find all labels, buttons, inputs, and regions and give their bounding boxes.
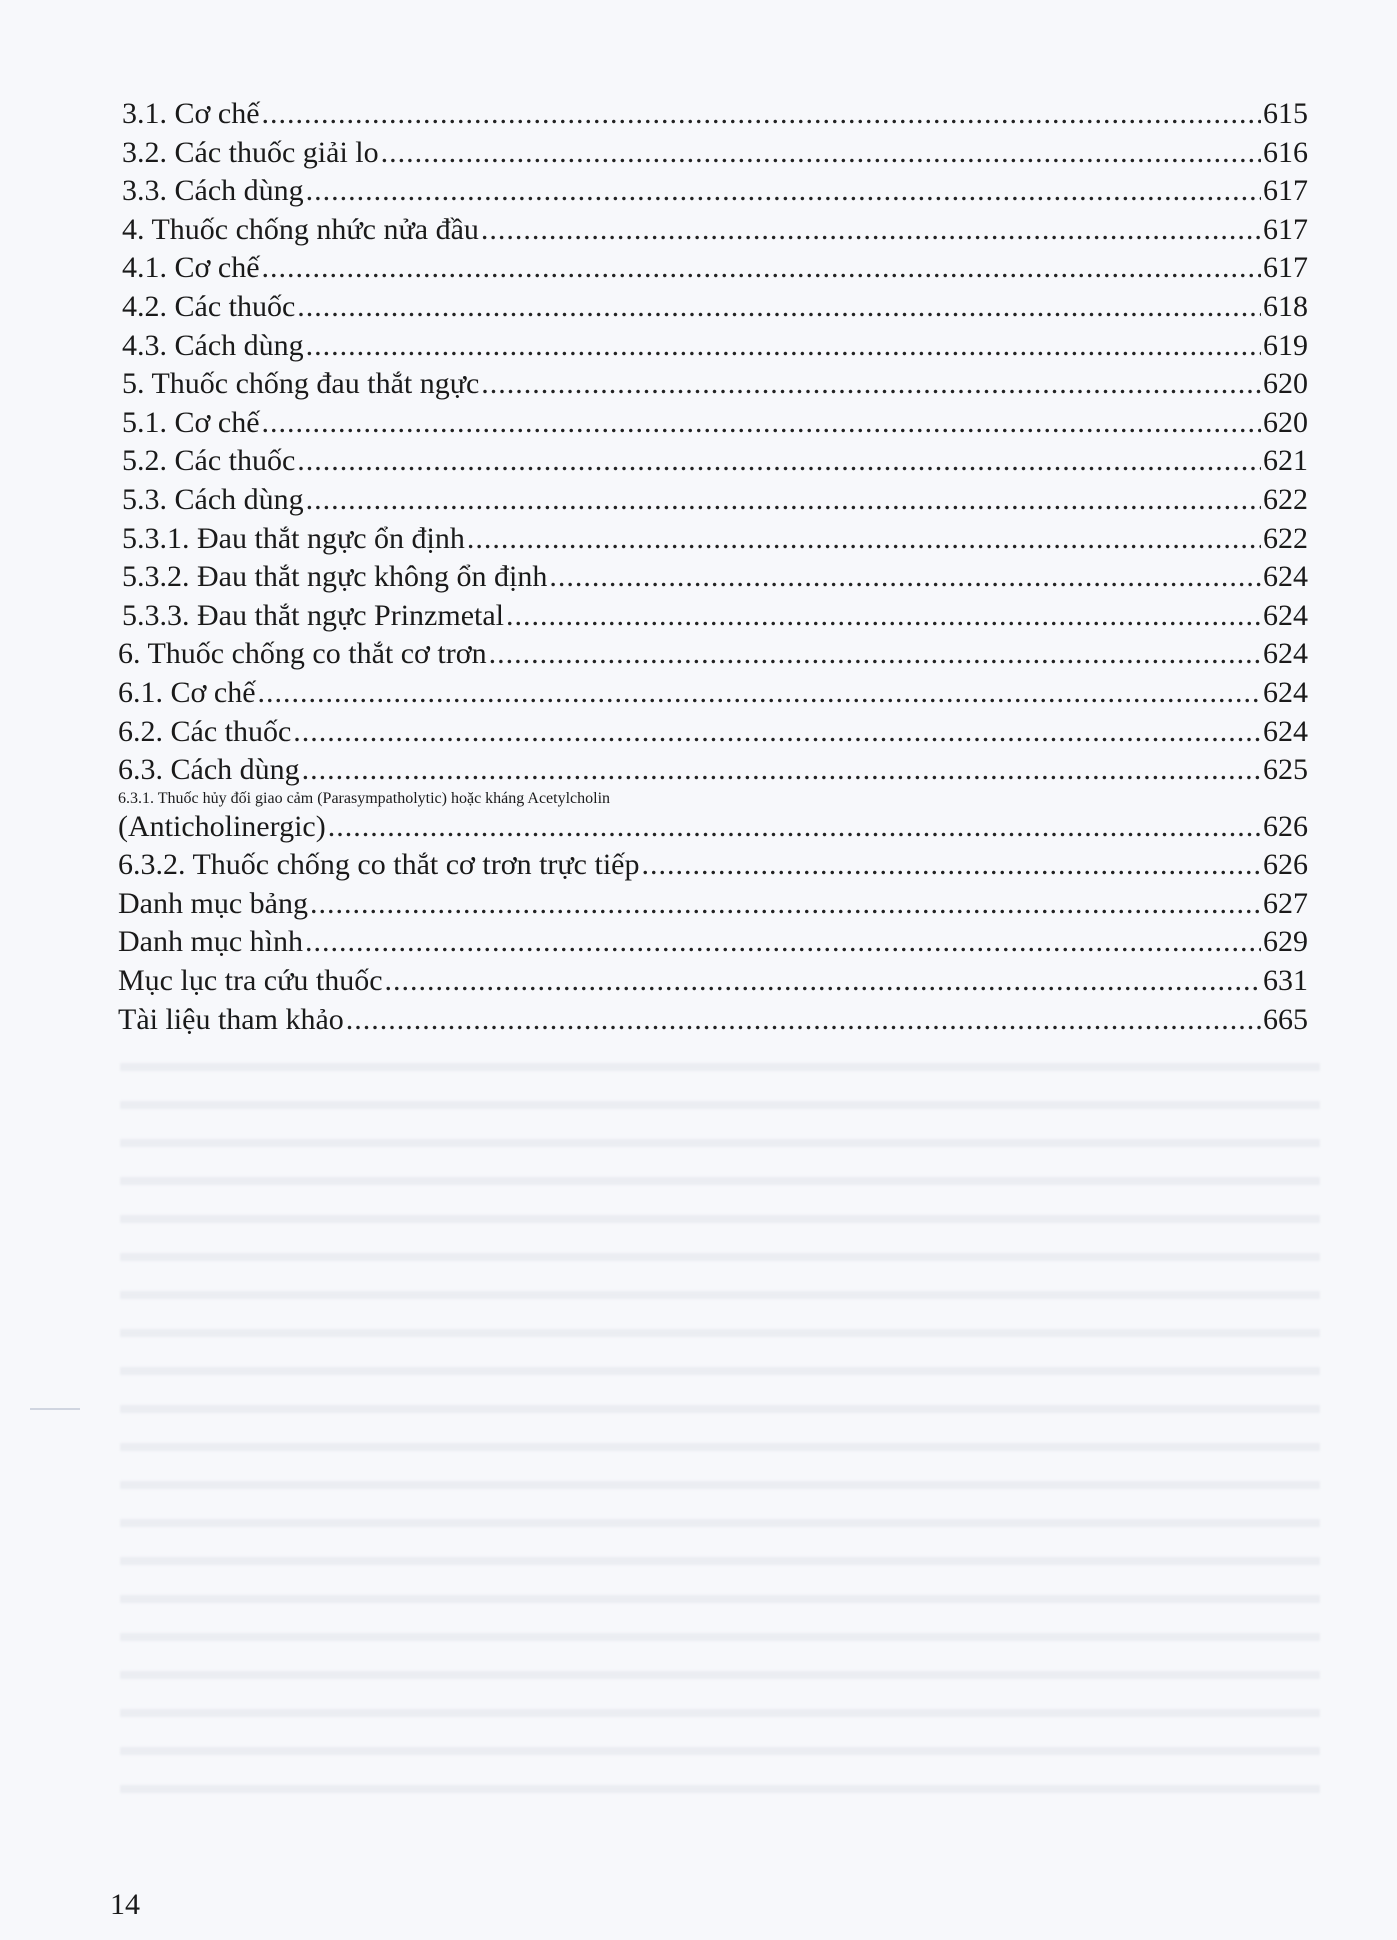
toc-entry-page: 624 <box>1263 637 1308 671</box>
toc-leader-dots <box>346 1001 1261 1040</box>
scan-edge-mark <box>30 1408 80 1410</box>
toc-entry-page: 626 <box>1263 809 1308 843</box>
toc-leader-dots <box>385 962 1261 1001</box>
toc-entry-page: 617 <box>1263 174 1308 208</box>
toc-entry-label: Danh mục bảng <box>118 886 308 920</box>
toc-leader-dots <box>293 713 1261 752</box>
toc-entry-label: 5.3.2. Đau thắt ngực không ổn định <box>122 560 548 594</box>
toc-entry-label: Danh mục hình <box>118 925 303 959</box>
toc-entry-page: 631 <box>1263 964 1308 998</box>
page-number: 14 <box>110 1888 140 1921</box>
toc-entry-page: 616 <box>1263 135 1308 169</box>
toc-entry-page: 624 <box>1263 560 1308 594</box>
toc-entry-page: 629 <box>1263 925 1308 959</box>
table-of-contents <box>118 95 1308 1039</box>
toc-entry-label: 4.1. Cơ chế <box>122 251 260 285</box>
toc-leader-dots <box>297 442 1261 481</box>
toc-entry-page: 624 <box>1263 675 1308 709</box>
toc-entry[interactable] <box>118 520 1308 559</box>
toc-leader-dots <box>481 211 1261 250</box>
toc-leader-dots <box>305 923 1261 962</box>
toc-entry-label: Mục lục tra cứu thuốc <box>118 964 383 998</box>
toc-leader-dots <box>381 134 1261 173</box>
toc-entry[interactable] <box>118 751 1308 790</box>
toc-leader-dots <box>262 95 1261 134</box>
toc-leader-dots <box>467 520 1261 559</box>
toc-leader-dots <box>262 249 1261 288</box>
toc-leader-dots <box>481 365 1261 404</box>
toc-entry-page: 617 <box>1263 251 1308 285</box>
toc-entry[interactable] <box>118 365 1308 404</box>
toc-entry-label: 3.1. Cơ chế <box>122 97 260 130</box>
toc-entry[interactable] <box>118 211 1308 250</box>
toc-entry-label: 4.2. Các thuốc <box>122 289 296 323</box>
toc-entry-page: 622 <box>1263 521 1308 555</box>
toc-entry-label: 6.2. Các thuốc <box>118 714 292 748</box>
toc-leader-dots <box>262 404 1261 443</box>
toc-entry-label: 4.3. Cách dùng <box>122 328 304 362</box>
toc-entry-label: 6. Thuốc chống co thắt cơ trơn <box>118 637 487 671</box>
toc-entry-label: 5. Thuốc chống đau thắt ngực <box>122 367 480 401</box>
toc-leader-dots <box>297 288 1261 327</box>
toc-leader-dots <box>302 751 1261 790</box>
toc-entry-multiline[interactable] <box>118 790 1308 847</box>
toc-entry-label: 6.3.2. Thuốc chống co thắt cơ trơn trực tiếp <box>118 848 640 882</box>
toc-entry-label-continuation: (Anticholinergic) <box>118 809 326 843</box>
toc-entry[interactable] <box>118 597 1308 636</box>
toc-entry[interactable] <box>118 327 1308 366</box>
toc-leader-dots <box>506 597 1261 636</box>
toc-leader-dots <box>549 558 1261 597</box>
toc-entry[interactable] <box>118 172 1308 211</box>
toc-entry-label: 6.3. Cách dùng <box>118 753 300 787</box>
toc-entry-label: 5.1. Cơ chế <box>122 405 260 439</box>
toc-entry[interactable] <box>118 249 1308 288</box>
toc-entry[interactable] <box>118 288 1308 327</box>
toc-entry[interactable] <box>118 635 1308 674</box>
toc-entry-page: 622 <box>1263 482 1308 516</box>
toc-entry-label: 5.3. Cách dùng <box>122 482 304 516</box>
toc-leader-dots <box>306 481 1261 520</box>
toc-leader-dots <box>258 674 1261 713</box>
toc-leader-dots <box>306 327 1261 366</box>
toc-entry-page: 621 <box>1263 444 1308 478</box>
toc-entry-label: 5.2. Các thuốc <box>122 444 296 478</box>
toc-entry-page: 620 <box>1263 405 1308 439</box>
toc-entry[interactable] <box>118 481 1308 520</box>
toc-entry[interactable] <box>118 846 1308 885</box>
toc-entry[interactable] <box>118 885 1308 924</box>
toc-entry-label: 5.3.3. Đau thắt ngực Prinzmetal <box>122 598 505 632</box>
toc-entry-label: 3.3. Cách dùng <box>122 174 304 208</box>
toc-entry-label: 6.3.1. Thuốc hủy đối giao cảm (Parasympatholytic) hoặc kháng Acetylcholin <box>118 789 611 807</box>
toc-entry-label: 5.3.1. Đau thắt ngực ổn định <box>122 521 465 555</box>
toc-leader-dots <box>489 635 1261 674</box>
toc-entry-page: 618 <box>1263 289 1308 323</box>
toc-entry[interactable] <box>118 962 1308 1001</box>
toc-entry-page: 619 <box>1263 328 1308 362</box>
toc-entry[interactable] <box>118 1001 1308 1040</box>
toc-leader-dots <box>328 808 1261 847</box>
toc-entry[interactable] <box>118 442 1308 481</box>
toc-entry[interactable] <box>118 95 1308 134</box>
toc-entry[interactable] <box>118 404 1308 443</box>
toc-entry-page: 624 <box>1263 714 1308 748</box>
toc-entry-label: 3.2. Các thuốc giải lo <box>122 135 379 169</box>
toc-entry-page: 626 <box>1263 848 1308 882</box>
toc-entry[interactable] <box>118 713 1308 752</box>
toc-entry-page: 617 <box>1263 212 1308 246</box>
toc-entry[interactable] <box>118 134 1308 173</box>
toc-entry-label: 6.1. Cơ chế <box>118 675 256 709</box>
show-through-background <box>120 1040 1320 1820</box>
toc-leader-dots <box>310 885 1261 924</box>
toc-entry[interactable] <box>118 558 1308 597</box>
toc-entry-label: Tài liệu tham khảo <box>118 1002 344 1036</box>
toc-entry-page: 624 <box>1263 598 1308 632</box>
toc-entry-label: 4. Thuốc chống nhức nửa đầu <box>122 212 479 246</box>
toc-entry-page: 615 <box>1263 97 1308 130</box>
toc-entry[interactable] <box>118 923 1308 962</box>
toc-leader-dots <box>306 172 1261 211</box>
toc-entry[interactable] <box>118 674 1308 713</box>
toc-entry-page: 665 <box>1263 1002 1308 1036</box>
toc-entry-page: 627 <box>1263 886 1308 920</box>
toc-entry-page: 625 <box>1263 753 1308 787</box>
toc-entry-continuation <box>118 808 1308 847</box>
toc-entry-page: 620 <box>1263 367 1308 401</box>
toc-leader-dots <box>641 846 1261 885</box>
